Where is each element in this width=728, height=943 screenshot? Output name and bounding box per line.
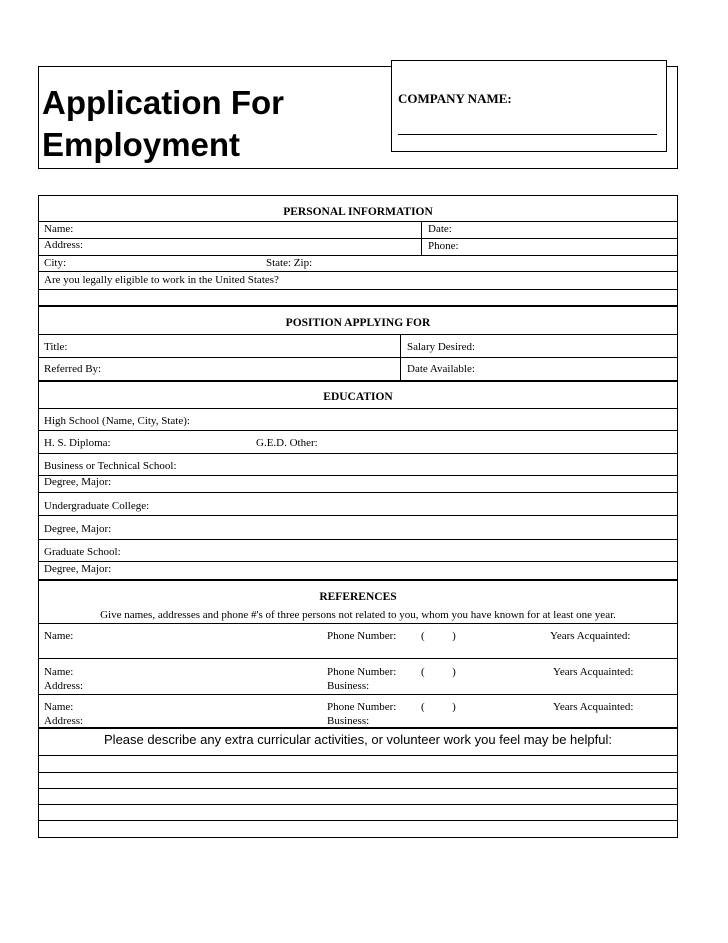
company-name-field[interactable] xyxy=(398,134,657,135)
work-eligibility-label: Are you legally eligible to work in the United States? xyxy=(44,274,279,286)
city-label: City: xyxy=(44,257,67,269)
ref3-years-label: Years Acquainted: xyxy=(553,701,634,713)
extra-line[interactable] xyxy=(38,772,678,773)
ref3-phone-parens: ( ) xyxy=(421,701,456,713)
high-school-label: High School (Name, City, State): xyxy=(44,415,190,427)
hs-diploma-label: H. S. Diploma: xyxy=(44,437,111,449)
graduate-degree-label: Degree, Major: xyxy=(44,563,112,575)
referred-by-label: Referred By: xyxy=(44,363,102,375)
salary-desired-label: Salary Desired: xyxy=(407,341,476,353)
name-label: Name: xyxy=(44,223,74,235)
address-label: Address: xyxy=(44,239,84,251)
references-heading: REFERENCES xyxy=(319,591,397,603)
education-heading: EDUCATION xyxy=(323,391,393,403)
ref2-years-label: Years Acquainted: xyxy=(553,666,634,678)
date-label: Date: xyxy=(428,223,452,235)
phone-label: Phone: xyxy=(428,240,459,252)
form-title-line1: Application For xyxy=(42,84,284,121)
company-name-box xyxy=(391,60,667,152)
ref2-address-label: Address: xyxy=(44,680,84,692)
ref3-business-label: Business: xyxy=(327,715,370,727)
extra-line[interactable] xyxy=(38,788,678,789)
extra-line[interactable] xyxy=(38,804,678,805)
references-instructions: Give names, addresses and phone #'s of three persons not related to you, whom you have known for at least one year. xyxy=(100,609,616,621)
business-degree-label: Degree, Major: xyxy=(44,476,112,488)
date-available-label: Date Available: xyxy=(407,363,475,375)
ref2-phone-parens: ( ) xyxy=(421,666,456,678)
ref3-name-label: Name: xyxy=(44,701,74,713)
business-school-label: Business or Technical School: xyxy=(44,460,177,472)
ref1-name-label: Name: xyxy=(44,630,74,642)
ref2-phone-label: Phone Number: xyxy=(327,666,397,678)
extra-activities-prompt: Please describe any extra curricular activities, or volunteer work you feel may be helpful: xyxy=(104,732,612,747)
extra-line[interactable] xyxy=(38,820,678,821)
undergrad-degree-label: Degree, Major: xyxy=(44,523,112,535)
ref3-address-label: Address: xyxy=(44,715,84,727)
ref1-phone-parens: ( ) xyxy=(421,630,456,642)
graduate-school-label: Graduate School: xyxy=(44,546,121,558)
company-name-label: COMPANY NAME: xyxy=(398,91,512,106)
personal-info-heading: PERSONAL INFORMATION xyxy=(283,206,433,218)
position-heading: POSITION APPLYING FOR xyxy=(285,317,431,329)
ref1-phone-label: Phone Number: xyxy=(327,630,397,642)
extra-activities-lines[interactable] xyxy=(38,756,678,838)
ged-other-label: G.E.D. Other: xyxy=(256,437,318,449)
position-title-label: Title: xyxy=(44,341,68,353)
form-title-line2: Employment xyxy=(42,126,241,163)
ref1-years-label: Years Acquainted: xyxy=(550,630,631,642)
education-section xyxy=(38,381,678,580)
ref2-name-label: Name: xyxy=(44,666,74,678)
ref2-business-label: Business: xyxy=(327,680,370,692)
state-zip-label: State: Zip: xyxy=(266,257,313,269)
ref3-phone-label: Phone Number: xyxy=(327,701,397,713)
undergrad-college-label: Undergraduate College: xyxy=(44,500,150,512)
